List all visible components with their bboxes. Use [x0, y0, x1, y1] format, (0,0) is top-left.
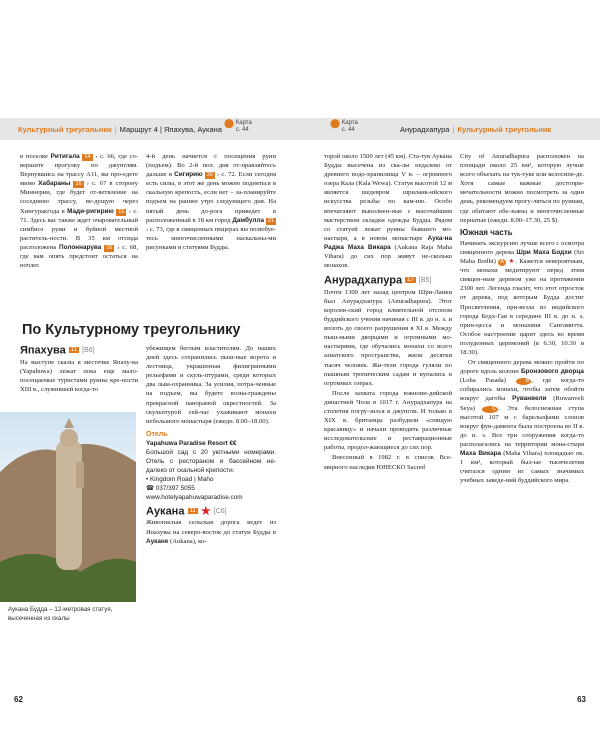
hotel-address: • Kingdom Road | Maho	[146, 475, 214, 483]
left-col-2	[146, 152, 276, 253]
buddha-statue-photo	[0, 412, 136, 602]
text: › с. 66, где со-вершите прогулку по джунглям. Вернувшись на трассу A11, вы про-едете мимо	[20, 153, 138, 188]
place-name[interactable]: Шри Маха Бодхи	[516, 248, 572, 256]
star-icon: ★	[508, 258, 516, 266]
aukana-heading	[146, 507, 276, 517]
paragraph: City of Anuradhapura расположен на площади около 25 км², которую лучше всего объехать на тук-туке или велосипе-де. Хотя самые важные достопри-мечательности можно посмотреть за один день, рекомендуем прогу-ляться по руинам, где обитают обе-зьяны и многочисленные пернатые (ежедн. 8.00–17.30, 25 $).	[460, 153, 584, 224]
paragraph: После захвата города южноин-дийской династией Чола в 1017 г. Анурадхапура на столетия погру-зился в джунгли. И только в XIX в. британцы разбудили «спящую красавицу» и начали проводить различные исследовательские и реставрационные работы, продол-жающиеся до сих пор.	[324, 389, 452, 452]
map-ref-page: с. 44	[235, 127, 249, 133]
right-header-place: Анурадхапура	[400, 124, 450, 134]
place-name[interactable]: Маха Викара	[460, 450, 502, 457]
text: › с. 68, где вам опять предстоит остаться на ночлег.	[20, 243, 138, 270]
text: торой около 1500 лет (45 км). Ста-туя Аукана Будды высечена из ска-лы недалеко от древнего водо-хранилища V в. – огромного озера Кала (Kala Wewa). Статуя высотой 12 м является шедевром шриланк-ийского искусства резьбы по кам-ню. Особо впечатляют выполнен-ные с высочайшим мастерством складки одежды Будды. Рядом со статуей лежат руины бывшего мо-настыря, а в новом монастыре	[324, 153, 452, 242]
statue-head	[60, 429, 78, 447]
right-page	[300, 0, 600, 750]
place-name[interactable]: Полоннарува	[59, 243, 102, 251]
left-col-right-lower	[146, 344, 276, 547]
hotel-block	[146, 439, 276, 502]
hotel-heading: Отель	[146, 430, 168, 438]
text: От священного дерева можно пройти по дороге вдоль колонн	[460, 359, 584, 376]
badge-c: C	[482, 406, 498, 413]
text: (Maha Vihara) площадью ок. 1 км², который был-ые тысячелетия считался одним из самых значимых учебных заведе-ний буддийского мира.	[460, 450, 584, 485]
heading-text: Анурадхапура	[324, 274, 403, 287]
map-ref-label: Карта	[235, 120, 252, 126]
text: в поселке	[20, 153, 51, 160]
left-col-1	[20, 152, 138, 271]
text: › с. 72. Если сегодня есть силы, в этот же день можно подняться в скальную крепость, если нет – за-планируйте подъем на раннее утро следующего дня. На пятый день до-рога приведет в расположенный в 18 км город	[146, 171, 276, 224]
statue-hand	[76, 462, 84, 488]
badge-a: A	[500, 259, 504, 266]
text: › с. 67 в сторону Миннерии, где будет от-ветвление на соседнюю трассу, ве-дущую через Хингуракгода в	[20, 180, 138, 215]
map-marker: 11	[70, 347, 78, 353]
map-pin-icon: ⬤	[330, 118, 341, 128]
paragraph: Почти 1300 лет назад центром Шри-Ланки был Анурадхапура (Anuradhapura). Этот королев-ский город влиятельной отсопом буддийского учения начиная с III в. до н. э. и вплоть до своего разрушения в XI в. Между пыш-ными дворцами и огромными мо-настырями, где обучались монахи со всего азиатского пространства, жили десятки тысяч человек. Жи-тели города гуляли по пышным тропическим садам и купались в огромных озерах.	[324, 288, 452, 387]
badge-b: B	[516, 378, 532, 385]
paragraph	[460, 239, 584, 357]
photo-caption: Аукана Будда – 12-метровая статуя, высеченная из скалы	[8, 606, 113, 622]
text: Живописная сельская дорога ведет из Япахувы на северо-восток до статуи Будды в	[146, 519, 276, 536]
map-marker: 14	[84, 154, 91, 160]
statue-body	[56, 440, 82, 570]
page-number: 63	[577, 695, 586, 704]
map-marker: 17	[407, 277, 414, 284]
place-name[interactable]: Сигирию	[174, 171, 203, 179]
map-pin-icon: ⬤	[224, 118, 235, 128]
statue-ushnisha	[64, 418, 74, 428]
paragraph: убежищем беглым властителям. До наших дней здесь сохранились пыш-ные ворота и лестница, украшенная филигранными рельефами и скуль-птурами, среди которых два льва-охранника. За усилия, потра-ченные на подъем, вы будете возна-граждены прекрасной панорамой окрестностей. За скульптурой сей-час ухаживают монахи небольшого монастыря (ежедн. 8.00–18.00).	[146, 345, 276, 425]
left-map-ref[interactable]	[224, 120, 252, 134]
left-header-band	[0, 118, 300, 140]
grid-ref: [B6]	[82, 347, 95, 354]
text: (Sri Maha Bodhi)	[460, 248, 584, 266]
text: , где когда-то собирались монахи, чтобы затем обойти вокруг дагобы	[460, 377, 584, 403]
place-name[interactable]: Ритигала	[50, 153, 80, 160]
right-header-section: Культурный треугольник	[457, 124, 552, 134]
star-icon: ★	[200, 505, 211, 518]
map-ref-page: с. 44	[341, 127, 355, 133]
text: (Aukana), ко-	[168, 537, 207, 545]
paragraph	[460, 358, 584, 485]
heading-text: Япахува	[20, 344, 66, 357]
place-name[interactable]: Аукане	[146, 537, 169, 545]
map-marker: 21	[267, 217, 274, 224]
text: . Эта белоснежная ступа высотой 107 м с барельефами слонов вокруг фун-дамента была построена во II в. до н. э. Все три сооружения когда-то располагались на территории мона-стыря	[460, 404, 584, 448]
hotel-description: Большой сад с 20 уютными номерами. Отель с рестораном и бассейном не-далеко от скальной крепости.	[146, 448, 276, 474]
paragraph	[20, 152, 138, 270]
south-section-heading: Южная часть	[460, 227, 513, 237]
left-header-route: Маршрут 4 | Япахува, Аукана	[119, 124, 222, 134]
text: 4-й день начнется с посещения руин (подъем). Во 2-й пол. дня от-правляйтесь дальше в	[146, 153, 276, 179]
right-col-1	[324, 152, 452, 473]
place-name[interactable]: Бронзового дворца	[520, 368, 584, 376]
paragraph	[324, 152, 452, 270]
map-marker: 16	[106, 244, 113, 251]
yapahuwa-heading	[20, 346, 138, 356]
text: (Ruwanveli Seya)	[460, 395, 585, 412]
place-name[interactable]: Мади-ригирию	[67, 207, 114, 215]
text: › с. 71. Здесь вас также ждет очаровательный симбиоз руин и буйной местной раститель-ности. В 35 км отсюда расположена	[20, 207, 138, 251]
hotel-phone[interactable]: ☎ 037/397 5055	[146, 484, 195, 492]
paragraph	[146, 518, 276, 545]
page-title: По Культурному треугольнику	[22, 322, 241, 338]
map-marker: 15	[118, 208, 125, 215]
map-ref-label: Карта	[341, 120, 358, 126]
hotel-website-link[interactable]: www.hotelyapahuwaparadise.com	[146, 493, 243, 501]
left-header-section: Культурный треугольник	[18, 124, 112, 134]
text: › с. 73, где в священных пещерах вы полюбуе-тесь многочисленными наскальны-ми рисунками и статуями Будды.	[146, 225, 276, 251]
page-number: 62	[14, 695, 23, 704]
text: . Кажется невероятным, что монахи медитируют перед этим священ-ным деревом уже на протяжении 2300 лет. Легенда гласит, что этот отросток от дерева, под которым Будда достиг Просветления, при-везла из индийского города Бодх-Гая в середине III в. до н. э. прин-цесса и монахиня Сангамитта. Особое настроение царит здесь во время полуденных церемоний (в 6.30, 10.30 и 18.30).	[460, 258, 584, 356]
map-marker: 16	[75, 181, 82, 188]
paragraph	[146, 152, 276, 252]
place-name[interactable]: Руванвели	[512, 395, 547, 403]
anuradhapura-heading	[324, 276, 452, 286]
text: (Loha Pasada)	[460, 377, 516, 385]
paragraph: На выступе скалы в местечке Япаху-ва (Yapahuwa) лежат пока еще мало-посещаемые туристами руины кре-пости XIII в., служившей когда-то	[20, 358, 138, 393]
hotel-name: Yapahuwa Paradise Resort €€	[146, 439, 237, 447]
header-separator: |	[114, 124, 117, 134]
place-name[interactable]: Хабараны	[38, 180, 71, 188]
right-col-2	[460, 152, 584, 486]
place-name[interactable]: Аука-на Раджа Маха Викара	[324, 234, 452, 251]
grid-ref: [C6]	[213, 507, 227, 515]
photo-illustration	[0, 412, 136, 602]
map-marker: 20	[206, 172, 213, 179]
yapahuwa-entry	[20, 344, 138, 395]
place-name[interactable]: Дамбулла	[232, 216, 265, 224]
right-map-ref[interactable]	[330, 120, 358, 134]
text: Начинать экскурсию лучше всего с осмотра священного дерева	[460, 239, 584, 256]
paragraph: Внесенный в 1982 г. в список Все-мирного наследия ЮНЕСКО Sacred	[324, 454, 452, 471]
header-separator: |	[452, 124, 455, 134]
text: (Aukana Raja Maha Vihara) до сих пор живут не-сколько монахов.	[324, 243, 452, 270]
map-marker: 11	[189, 507, 196, 514]
heading-text: Аукана	[146, 505, 185, 518]
grid-ref: [B5]	[418, 277, 432, 285]
